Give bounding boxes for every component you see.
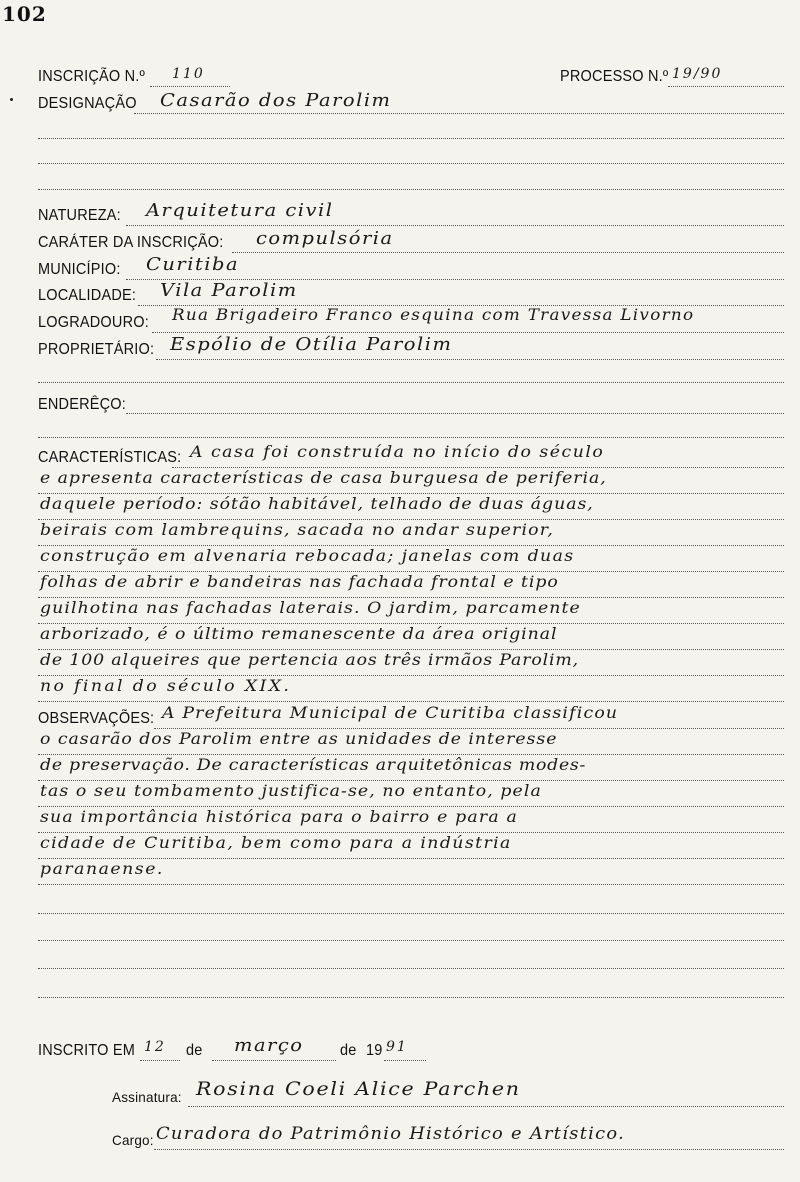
caracteristicas-line-6: folhas de abrir e bandeiras nas fachada frontal e tipo <box>40 572 559 591</box>
blank-line <box>38 701 784 702</box>
inscrito-month: março <box>234 1035 304 1056</box>
natureza-label: NATUREZA: <box>38 207 121 225</box>
inscrito-de-2: de <box>340 1042 357 1060</box>
inscrito-year-prefix: 19 <box>366 1042 383 1060</box>
processo-value: 19/90 <box>672 66 723 82</box>
caracteristicas-line-10: no final do século XIX. <box>40 676 292 695</box>
observacoes-line-7: paranaense. <box>40 859 164 878</box>
endereco-label: ENDERÊÇO: <box>38 396 127 414</box>
logradouro-value: Rua Brigadeiro Franco esquina com Travessa Livorno <box>172 306 695 324</box>
caracteristicas-line-5: construção em alvenaria rebocada; janelas com duas <box>40 546 575 565</box>
margin-mark <box>10 98 13 101</box>
logradouro-line <box>152 332 784 333</box>
inscrito-label: INSCRITO EM <box>38 1042 135 1060</box>
caracteristicas-label: CARACTERÍSTICAS: <box>38 449 182 467</box>
caracteristicas-line-3: daquele período: sótão habitável, telhado de duas águas, <box>40 494 594 513</box>
inscrito-day: 12 <box>144 1039 166 1055</box>
inscrito-day-line <box>140 1060 180 1061</box>
proprietario-line <box>156 359 784 360</box>
blank-line <box>38 940 784 941</box>
localidade-value: Vila Parolim <box>160 280 298 301</box>
municipio-label: MUNICÍPIO: <box>38 261 121 279</box>
inscrito-de-1: de <box>186 1042 203 1060</box>
observacoes-line-6: cidade de Curitiba, bem como para a indústria <box>40 833 512 852</box>
designacao-label: DESIGNAÇÃO <box>38 95 137 113</box>
blank-line <box>38 382 784 383</box>
observacoes-line-5: sua importância histórica para o bairro e para a <box>40 807 519 826</box>
endereco-line <box>126 413 784 414</box>
natureza-value: Arquitetura civil <box>146 200 334 221</box>
cargo-line <box>154 1149 784 1150</box>
caracteristicas-line-1: A casa foi construída no início do século <box>190 442 605 461</box>
blank-line <box>38 163 784 164</box>
blank-line <box>38 884 784 885</box>
blank-line <box>38 437 784 438</box>
caracteristicas-line-9: de 100 alqueires que pertencia aos três irmãos Parolim, <box>40 650 580 669</box>
caracteristicas-line-4: beirais com lambrequins, sacada no andar superior, <box>40 520 554 539</box>
processo-line <box>668 86 784 87</box>
assinatura-line <box>188 1106 784 1107</box>
observacoes-line-4: tas o seu tombamento justifica-se, no entanto, pela <box>40 781 542 800</box>
inscrito-year-line <box>384 1060 426 1061</box>
observacoes-line-1: A Prefeitura Municipal de Curitiba classificou <box>162 703 619 722</box>
blank-line <box>38 138 784 139</box>
proprietario-label: PROPRIETÁRIO: <box>38 341 155 359</box>
blank-line <box>38 189 784 190</box>
logradouro-label: LOGRADOURO: <box>38 314 149 332</box>
proprietario-value: Espólio de Otília Parolim <box>170 334 453 355</box>
blank-line <box>38 913 784 914</box>
blank-line <box>38 997 784 998</box>
inscrito-year-suffix: 91 <box>386 1039 408 1055</box>
inscricao-line <box>150 86 230 87</box>
assinatura-signature: Rosina Coeli Alice Parchen <box>196 1078 521 1100</box>
caracteristicas-line-2: e apresenta características de casa burguesa de periferia, <box>40 468 607 487</box>
cargo-value: Curadora do Patrimônio Histórico e Artístico. <box>156 1124 626 1143</box>
carater-line <box>232 252 784 253</box>
page-number: 102 <box>2 2 47 26</box>
inscrito-month-line <box>212 1060 336 1061</box>
observacoes-line-3: de preservação. De características arquitetônicas modes- <box>40 755 587 774</box>
observacoes-line-2: o casarão dos Parolim entre as unidades de interesse <box>40 729 558 748</box>
designacao-line <box>134 113 784 114</box>
municipio-value: Curitiba <box>146 254 240 275</box>
blank-line <box>38 968 784 969</box>
assinatura-label: Assinatura: <box>112 1089 182 1106</box>
caracteristicas-line-7: guilhotina nas fachadas laterais. O jardim, parcamente <box>40 598 581 617</box>
cargo-label: Cargo: <box>112 1132 154 1149</box>
inscricao-label: INSCRIÇÃO N.º <box>38 68 145 86</box>
localidade-label: LOCALIDADE: <box>38 287 137 305</box>
carater-label: CARÁTER DA INSCRIÇÃO: <box>38 234 224 252</box>
carater-value: compulsória <box>256 228 394 249</box>
caracteristicas-line-8: arborizado, é o último remanescente da área original <box>40 624 558 643</box>
inscricao-value: 110 <box>172 66 205 82</box>
designacao-value: Casarão dos Parolim <box>160 90 392 111</box>
processo-label: PROCESSO N.º <box>560 68 669 86</box>
observacoes-label: OBSERVAÇÕES: <box>38 710 155 728</box>
natureza-line <box>126 225 784 226</box>
